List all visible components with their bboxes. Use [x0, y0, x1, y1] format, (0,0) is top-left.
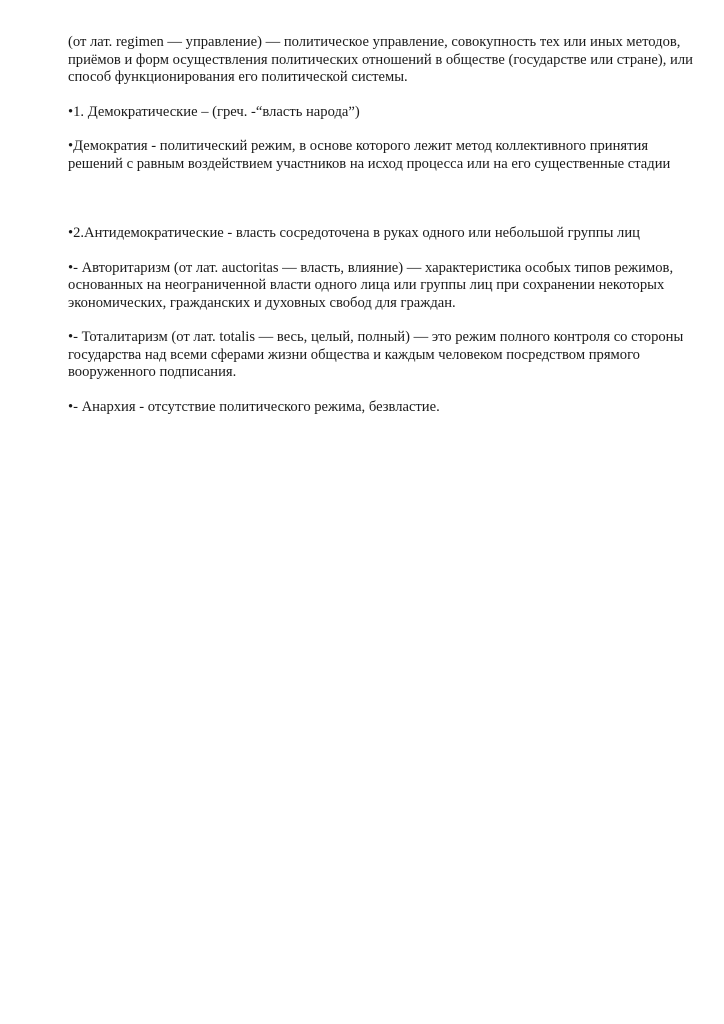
spacer [68, 382, 694, 399]
definition-paragraph: (от лат. regimen — управление) — политическое управление, совокупность тех или иных методов, приёмов и форм осуществления политических отношений в обществе (государстве или стране), или способ функционирования его политической системы. [68, 34, 693, 85]
document-body [68, 34, 694, 416]
anarchy-paragraph: •- Анархия - отсутствие политического режима, безвластие. [68, 398, 440, 415]
democratic-heading: •1. Демократические – (греч. -“власть народа”) [68, 103, 360, 120]
totalitarianism-paragraph: •- Тоталитаризм (от лат. totalis — весь, целый, полный) — это режим полного контроля со стороны государства над всеми сферами жизни общества и каждым человеком посредством прямого вооруженного подписания. [68, 329, 684, 380]
spacer [68, 312, 694, 329]
antidemocratic-heading: •2.Антидемократические - власть сосредоточена в руках одного или небольшой группы лиц [68, 225, 640, 241]
spacer [68, 121, 694, 138]
spacer [68, 173, 694, 225]
authoritarianism-paragraph: •- Авторитаризм (от лат. auctoritas — власть, влияние) — характеристика особых типов режимов, основанных на неограниченной власти одного лица или группы лиц при сохранении некоторых экономических, гражданских и духовных свобод для граждан. [68, 259, 674, 311]
spacer [68, 87, 694, 104]
spacer [68, 243, 694, 260]
democracy-paragraph: •Демократия - политический режим, в основе которого лежит метод коллективного принятия решений с равным воздействием участников на исход процесса или на его существенные стадии [68, 138, 671, 172]
